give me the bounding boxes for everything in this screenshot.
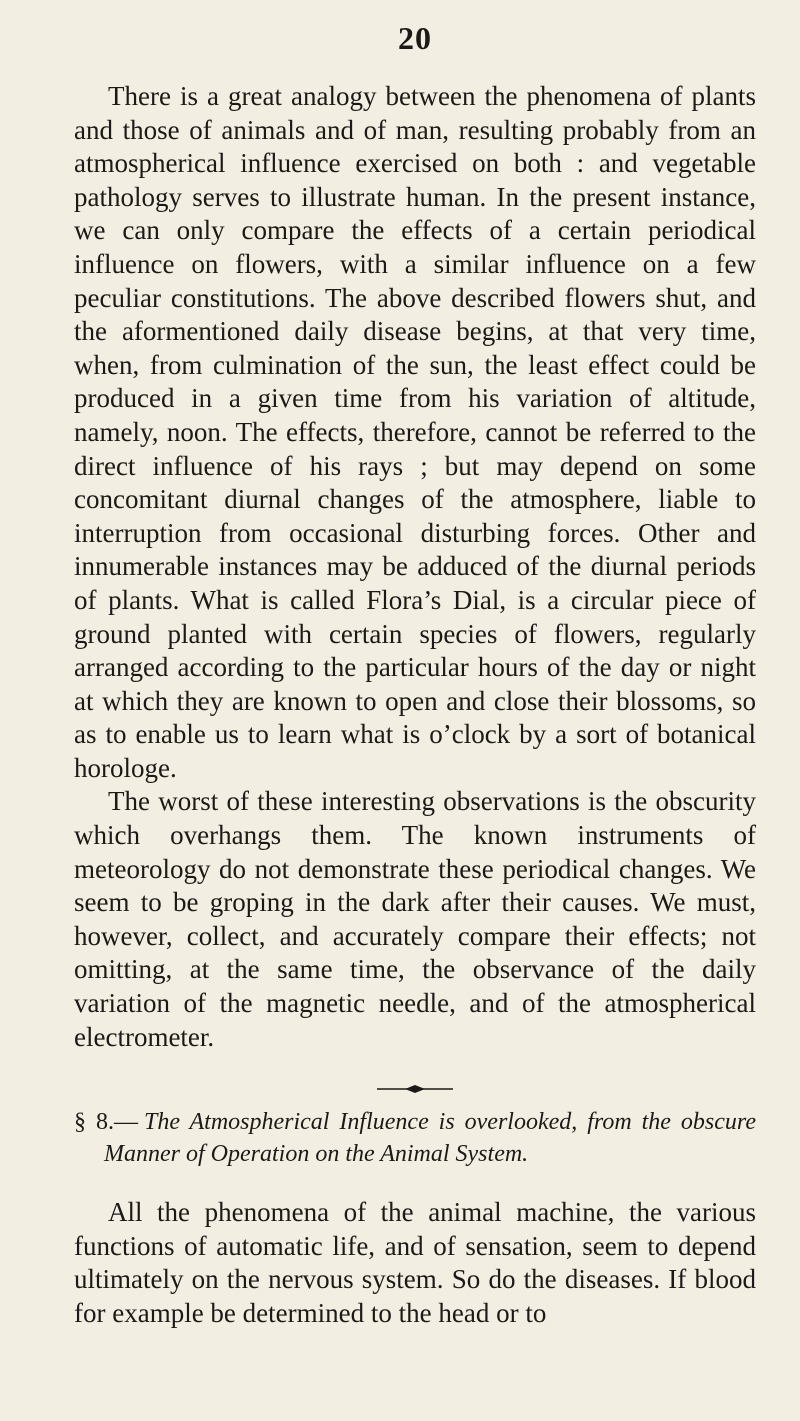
section-title-line2: Manner of Operation on the Animal System. [104, 1141, 529, 1168]
ornament-divider [375, 1084, 455, 1094]
page-number: 20 [398, 20, 432, 56]
paragraph-section-body: All the phenomena of the animal machine, the various functions of automatic life, and of sensation, seem to depend ultimately on the nervous system. So do the diseases. If blood for example be determined to the head or to [74, 1197, 756, 1328]
section-title-line1 [74, 1106, 756, 1138]
paragraph-obscurity: The worst of these interesting observations is the obscurity which overhangs them. The known instruments of meteorology do not demonstrate these periodical changes. We seem to be groping in the dark after their causes. We must, however, collect, and accurately compare their effects; not omitting, at the same time, the observance of the daily variation of the magnetic needle, and of the atmospherical electrometer. [74, 786, 756, 1052]
section-number: § 8.— [74, 1109, 138, 1136]
section-title-text: The Atmospherical Influence is overlooked, from the obscure [143, 1109, 757, 1136]
paragraph-analogy: There is a great analogy between the phenomena of plants and those of animals and of man, resulting probably from an atmospherical influence exercised on both : and vegetable pathology serves to illustrate human. In the present instance, we can only compare the effects of a certain periodical influence on flowers, with a similar influence on a few peculiar constitutions. The above described flowers shut, and the aformentioned daily disease begins, at that very time, when, from culmination of the sun, the least effect could be produced in a given time from his variation of altitude, namely, noon. The effects, therefore, cannot be referred to the direct influence of his rays ; but may depend on some concomitant diurnal changes of the atmosphere, liable to interruption from occasional disturbing forces. Other and innumerable instances may be adduced of the diurnal periods of plants. What is called Flora’s Dial, is a circular piece of ground planted with certain species of flowers, regularly arranged according to the particular hours of the day or night at which they are known to open and close their blossoms, so as to enable us to learn what is o’clock by a sort of botanical horologe. [74, 81, 756, 783]
section-heading [74, 1106, 756, 1170]
